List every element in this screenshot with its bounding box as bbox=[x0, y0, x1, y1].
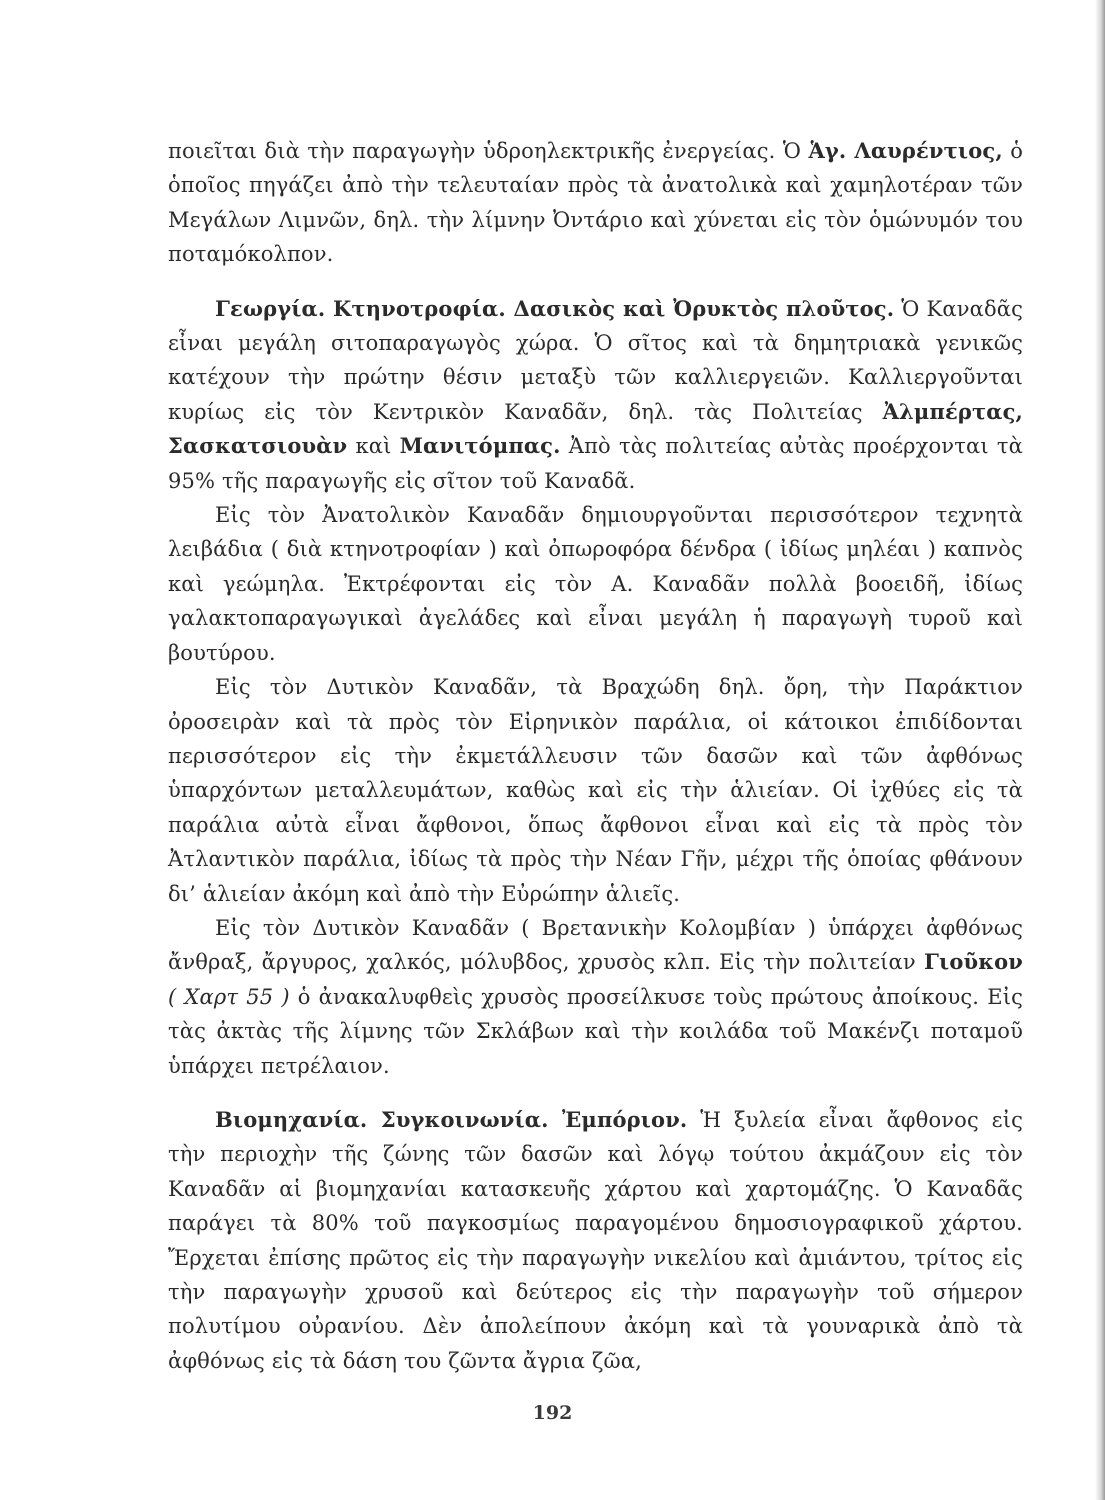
text-run: ποιεῖται διὰ τὴν παραγωγὴν ὑδροηλεκτρικῆς ἐνεργείας. Ὁ bbox=[168, 139, 809, 163]
paragraph-industry bbox=[168, 1103, 1023, 1378]
bold-term: Ἁγ. Λαυρέντιος, bbox=[808, 138, 1003, 163]
text-run: Ὁ Καναδᾶς εἶναι μεγάλη σιτοπαραγωγὸς χώρα. Ὁ σῖτος καὶ τὰ δημητριακὰ γενικῶς κατέχουν τὴν πρώτην θέσιν μεταξὺ τῶν καλλιεργειῶν. Καλλιεργοῦνται κυρίως εἰς τὸν Κεντρικὸν Καναδᾶν, δηλ. τὰς Πολιτείας bbox=[168, 296, 1023, 424]
paragraph-saint-lawrence bbox=[168, 134, 1023, 272]
section-heading: Βιομηχανία. Συγκοινωνία. Ἐμπόριον. bbox=[215, 1106, 688, 1132]
page-edge-shadow bbox=[1095, 0, 1105, 1500]
paragraph-agriculture bbox=[168, 292, 1023, 498]
paragraph-western-canada: Εἰς τὸν Δυτικὸν Καναδᾶν, τὰ Βραχώδη δηλ. ὄρη, τὴν Παράκτιον ὀροσειρὰν καὶ τὰ πρὸς τὸν Εἰρηνικὸν παράλια, οἱ κάτοικοι ἐπιδίδονται περισσότερον εἰς τὴν ἐκμετάλλευσιν τῶν δασῶν καὶ τῶν ἀφθόνως ὑπαρχόντων μεταλλευμάτων, καθὼς καὶ εἰς τὴν ἁλιείαν. Οἱ ἰχθύες εἰς τὰ παράλια αὐτὰ εἶναι ἄφθονοι, ὅπως ἄφθονοι εἶναι καὶ εἰς τὰ πρὸς τὸν Ἀτλαντικὸν παράλια, ἰδίως τὰ πρὸς τὴν Νέαν Γῆν, μέχρι τῆς ὁποίας φθάνουν δι’ ἁλιείαν ἀκόμη καὶ ἀπὸ τὴν Εὐρώπην ἁλιεῖς. bbox=[168, 675, 1023, 906]
paragraph-minerals bbox=[168, 911, 1023, 1083]
paragraph-eastern-canada: Εἰς τὸν Ἀνατολικὸν Καναδᾶν δημιουργοῦνται περισσότερον τεχνητὰ λειβάδια ( διὰ κτηνοτροφίαν ) καὶ ὀπωροφόρα δένδρα ( ἰδίως μηλέαι ) καπνὸς καὶ γεώμηλα. Ἐκτρέφονται εἰς τὸν Α. Καναδᾶν πολλὰ βοοειδῆ, ἰδίως γαλακτοπαραγωγικαὶ ἀγελάδες καὶ εἶναι μεγάλη ἡ παραγωγὴ τυροῦ καὶ βουτύρου. bbox=[168, 503, 1023, 665]
text-run: ὁ ἀνακαλυφθεὶς χρυσὸς προσείλκυσε τοὺς πρώτους ἀποίκους. Εἰς τὰς ἀκτὰς τῆς λίμνης τῶν Σκλάβων καὶ τὴν κοιλάδα τοῦ Μακένζι ποταμοῦ ὑπάρχει πετρέλαιον. bbox=[168, 984, 1023, 1078]
text-run: ὁ ὁποῖος πηγάζει ἀπὸ τὴν τελευταίαν πρὸς τὰ ἀνατολικὰ καὶ χαμηλοτέραν τῶν Μεγάλων Λιμνῶν, δηλ. τὴν λίμνην Ὀντάριο καὶ χύνεται εἰς τὸν ὁμώνυμόν του ποταμόκολπον. bbox=[168, 139, 1023, 267]
page-body bbox=[168, 134, 1023, 1378]
map-reference: ( Χαρτ 55 ) bbox=[168, 984, 298, 1009]
text-run: καὶ bbox=[347, 434, 400, 459]
text-run: Ἡ ξυλεία εἶναι ἄφθονος εἰς τὴν περιοχὴν τῆς ζώνης τῶν δασῶν καὶ λόγῳ τούτου ἀκμάζουν εἰς τὸν Καναδᾶν αἱ βιομηχανίαι κατασκευῆς χάρτου καὶ χαρτομάζης. Ὁ Καναδᾶς παράγει τὰ 80% τοῦ παγκοσμίως παραγομένου δημοσιογραφικοῦ χάρτου. Ἔρχεται ἐπίσης πρῶτος εἰς τὴν παραγωγὴν νικελίου καὶ ἀμιάντου, τρίτος εἰς τὴν παραγωγὴν χρυσοῦ καὶ δεύτερος εἰς τὴν παραγωγὴν τοῦ σήμερον πολυτίμου οὐρανίου. Δὲν ἀπολείπουν ἀκόμη καὶ τὰ γουναρικὰ ἀπὸ τὰ ἀφθόνως εἰς τὰ δάση του ζῶντα ἄγρια ζῶα, bbox=[168, 1107, 1023, 1373]
bold-term: Μανιτόμπας. bbox=[399, 433, 561, 459]
page-number: 192 bbox=[532, 1402, 573, 1424]
text-run: Ἀπὸ τὰς πολιτείας αὐτὰς προέρχονται τὰ 95% τῆς παραγωγῆς εἰς σῖτον τοῦ Καναδᾶ. bbox=[168, 434, 1023, 493]
bold-term: Γιοῦκον bbox=[923, 949, 1023, 975]
section-heading: Γεωργία. Κτηνοτροφία. Δασικὸς καὶ Ὀρυκτὸς πλοῦτος. bbox=[215, 295, 895, 321]
text-run: Εἰς τὸν Δυτικὸν Καναδᾶν ( Βρετανικὴν Κολομβίαν ) ὑπάρχει ἀφθόνως ἄνθραξ, ἄργυρος, χαλκός, μόλυβδος, χρυσὸς κλπ. Εἰς τὴν πολιτείαν bbox=[168, 915, 1023, 975]
bold-term: Ἀλμπέρτας, Σασκατσιουὰν bbox=[168, 398, 1023, 459]
